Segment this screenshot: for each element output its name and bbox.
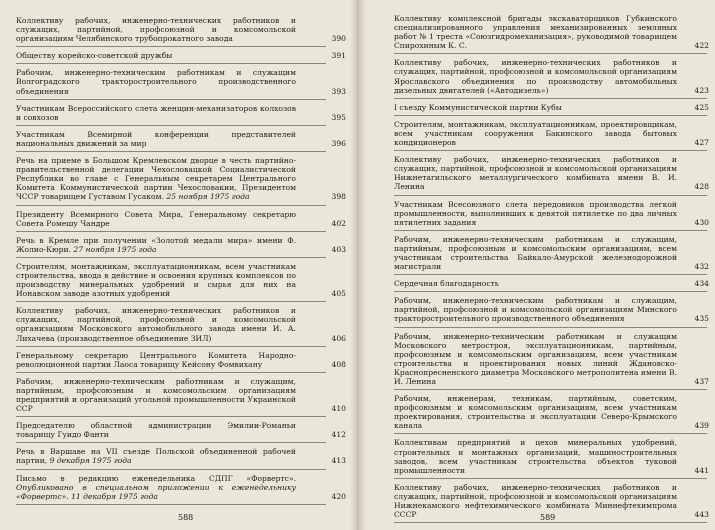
toc-entry-text: Коллективу рабочих, инженерно-технических работников и служащих, партийной, профсоюзной и комсомольской организациям Московского автомобильного завода имени И. А. Лихачева (производственное объединение ЗИЛ) [16,306,296,343]
toc-entry [394,14,707,54]
toc-entry-page-number: 403 [331,244,346,254]
toc-entry-page-number: 412 [331,430,346,440]
toc-entry [16,376,346,417]
toc-entry-page-number: 430 [694,217,709,227]
toc-entry-page-number: 413 [331,456,346,466]
toc-entry-text: Строителям, монтажникам, эксплуатационникам, проектировщикам, всем участникам сооружения Бакинского завода бытовых кондиционеров [394,119,677,148]
toc-entry [394,58,707,98]
toc-entry-title [16,447,296,465]
toc-list-right [394,14,707,523]
toc-entry-page-number: 390 [331,34,346,44]
toc-entry-date: 9 декабря 1975 года [49,456,132,466]
toc-entry-title [394,155,677,191]
toc-entry-page-number: 410 [331,404,346,414]
toc-entry [16,421,346,443]
toc-entry [394,200,707,231]
toc-entry-text: Генеральному секретарю Центрального Комитета Народно-революционной партии Лаоса товарищу Кейсону Фомвихану [16,350,296,369]
toc-entry [394,103,707,116]
toc-entry-text: Коллективу рабочих, инженерно-технических работников и служащих, партийной, профсоюзной и комсомольской организациям Ярославского объединения по производству автомобильных дизельных двигателей («Автодизель») [394,58,677,95]
toc-entry-title [394,14,677,50]
toc-entry-title [16,16,296,43]
toc-entry [394,235,707,275]
toc-entry [16,129,346,152]
toc-entry-page-number: 432 [694,262,709,272]
toc-entry-text: Рабочим, инженерно-техническим работникам и служащим, партийным, профсоюзным и комсомольским организациям предприятий и организаций угольной промышленности Украинской ССР [16,376,296,414]
toc-entry-page-number: 391 [331,51,346,61]
toc-entry [394,279,707,292]
toc-entry-title [16,104,296,122]
toc-entry-text: Рабочим, инженерно-техническим работникам и служащим, партийной, профсоюзной и комсомольской организациям Минского тракторостроительного производственного объединения [394,296,677,324]
toc-entry [16,473,346,505]
toc-entry-title [394,296,677,323]
toc-entry-page-number: 393 [331,86,346,96]
toc-entry [16,103,346,126]
toc-entry-title [16,421,296,439]
toc-entry-text: Коллективу рабочих, инженерно-технических работников и служащих, партийной, профсоюзной и комсомольской организациям Нижнекамского нефтехимического комбината Миннефтехимпрома СССР [394,482,677,520]
page-number-right: 589 [540,513,556,522]
toc-entry-title [394,279,677,288]
toc-entry-text: Президенту Всемирного Совета Мира, Генеральному секретарю Совета Ромешу Чандре [16,209,296,228]
toc-entry-text: Речь в Варшаве на VII съезде Польской объединенной рабочей партии, [16,447,296,466]
toc-entry-page-number: 423 [694,85,709,95]
toc-entry [16,447,346,469]
toc-entry-date: 27 ноября 1975 года [73,244,157,254]
toc-entry-page-number: 443 [694,510,709,520]
toc-entry-title [16,210,296,228]
toc-entry [16,51,346,64]
toc-entry [16,350,346,373]
toc-entry-text: Речь на приеме в Большом Кремлевском дворце в честь партийно-правительственной делегации Чехословацкой Социалистической Республики во главе с Генеральным секретарем Центрального Комитета Коммунистической партии Чехословакии, Президентом ЧССР товарищем Густавом Гусаком. [16,156,296,202]
toc-entry-title [16,306,296,342]
toc-entry-page-number: 420 [331,491,346,501]
toc-entry-title [16,351,296,369]
toc-entry-text: Речь в Кремле при получении «Золотой медали мира» имени Ф. Жолио-Кюри. [16,235,296,254]
toc-entry-text: Рабочим, инженерно-техническим работникам и служащим Московского метростроя, эксплуатационникам, партийным, профсоюзным и комсомольским организациям, всем участникам строительства и проектирования новых линий Ждановско-Краснопресненского диаметра Московского метрополитена имени В. И. Ленина [394,331,677,386]
toc-entry [16,235,346,258]
toc-entry [16,68,346,99]
toc-entry-text: Рабочим, инженерно-техническим работникам и служащим Волгоградского тракторостроительного производственного объединения [16,68,296,96]
toc-entry [16,156,346,205]
toc-entry-title [16,377,296,413]
toc-entry-page-number: 439 [694,421,709,431]
toc-entry-title [16,51,296,60]
toc-entry-title [394,332,677,387]
page-number-left: 588 [178,513,194,522]
toc-entry-text: Участникам Всемирной конференции представителей национальных движений за мир [16,129,296,148]
toc-entry-title [394,438,677,474]
toc-entry [394,394,707,434]
toc-entry-page-number: 405 [331,289,346,299]
toc-entry-text: Коллективу рабочих, инженерно-технических работников и служащих, партийной, профсоюзной и комсомольской организациям Челябинского трубопрокатного завода [16,16,296,44]
toc-entry-page-number: 435 [694,314,709,324]
toc-entry [394,120,707,151]
toc-entry-text: Председателю областной администрации Эмилии-Романьи товарищу Гуидо Фанти [16,421,296,440]
toc-entry-title [394,103,677,112]
toc-entry-text: Письмо в редакцию еженедельника СДПГ «Форвертс». [16,473,296,483]
toc-entry-date: 25 ноября 1975 года [166,192,250,202]
toc-entry-text: Участникам Всероссийского слета женщин-механизаторов колхозов и совхозов [16,103,296,122]
toc-entry-text: I съезду Коммунистической партии Кубы [394,102,562,112]
toc-entry-title [16,236,296,254]
toc-entry [394,332,707,391]
toc-entry-text: Коллективу рабочих, инженерно-технических работников и служащих, партийной, профсоюзной и комсомольской организациям Нижнетагильского металлургического комбината имени В. И. Ленина [394,155,677,192]
toc-entry-page-number: 422 [694,41,709,51]
toc-entry-title [394,235,677,271]
toc-entry-page-number: 425 [694,102,709,112]
toc-entry-title [394,483,677,519]
toc-entry-text: Участникам Всесоюзного слета передовиков производства легкой промышленности, выполнивших к девятой пятилетке по два личных пятилетних задания [394,199,677,227]
toc-entry-page-number: 398 [331,192,346,202]
toc-entry-text: Строителям, монтажникам, эксплуатационникам, всем участникам строительства, ввода в действие и освоения крупных комплексов по производству минеральных удобрений и сырья для них на Ионавском заводе азотных удобрений [16,261,296,299]
toc-entry [16,306,346,346]
toc-entry-text: Обществу корейско-советской дружбы [16,51,173,61]
toc-entry [394,438,707,478]
toc-entry-text: Коллективу комплексной бригады экскаваторщиков Губкинского специализированного управления механизированных земляных работ № 1 треста «Союзгидромеханизация», руководимой товарищем Спирохиным К. С. [394,14,677,51]
toc-entry-text: Рабочим, инженерно-техническим работникам и служащим, партийным, профсоюзным и комсомольским организациям, всем участникам строительства Байкало-Амурской железнодорожной магистрали [394,234,677,272]
toc-entry [16,209,346,232]
toc-entry-title [16,474,296,501]
toc-entry-title [16,130,296,148]
toc-entry-title [16,68,296,95]
toc-entry-page-number: 427 [694,138,709,148]
toc-entry-page-number: 402 [331,218,346,228]
toc-entry-text: Коллективам предприятий и цехов минеральных удобрений, строительных и монтажных организаций, машиностроительных заводов, всем участникам строительства объектов туковой промышленности [394,438,677,475]
toc-entry-title [394,120,677,147]
toc-entry-title [394,394,677,430]
toc-entry-page-number: 441 [694,465,709,475]
toc-entry-page-number: 396 [331,138,346,148]
toc-entry-text: Сердечная благодарность [394,279,499,289]
toc-entry-page-number: 408 [331,359,346,369]
toc-entry [394,155,707,195]
toc-entry-date: Опубликовано в специальном приложении к еженедельнику «Форвертс». 11 декабря 1975 года [16,482,296,501]
toc-entry-title [394,58,677,94]
toc-entry-text: Рабочим, инженерам, техникам, партийным, советским, профсоюзным и комсомольским организациям, всем участникам проектирования, строительства и эксплуатации Северо-Крымского канала [394,394,677,431]
toc-entry-page-number: 428 [694,182,709,192]
right-page [358,0,715,530]
toc-list-left [16,16,346,505]
toc-entry-title [16,156,296,201]
toc-entry-page-number: 437 [694,377,709,386]
toc-entry-page-number: 406 [331,333,346,343]
toc-entry-page-number: 434 [694,279,709,289]
toc-entry-page-number: 395 [331,112,346,122]
toc-entry-title [16,262,296,298]
toc-entry [16,16,346,47]
toc-entry-title [394,200,677,227]
toc-entry [16,261,346,302]
toc-entry [394,296,707,327]
left-page [0,0,356,530]
